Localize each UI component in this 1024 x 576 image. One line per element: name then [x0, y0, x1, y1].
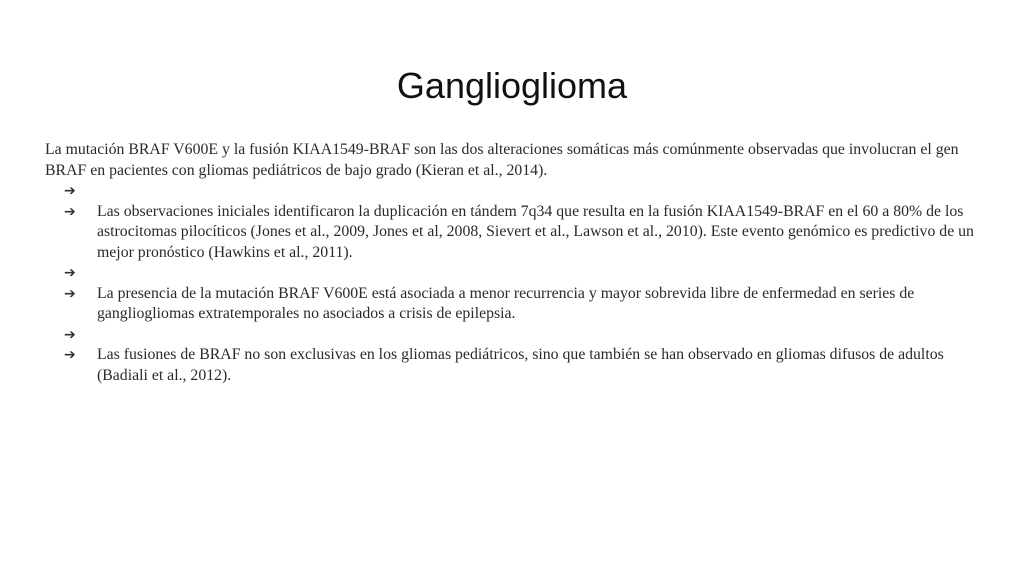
bullet-item — [45, 284, 980, 325]
arrow-bullet-icon: ➔ — [64, 285, 76, 302]
arrow-bullet-icon: ➔ — [64, 326, 76, 343]
bullet-text: Las observaciones iniciales identificaron la duplicación en tándem 7q34 que resulta en la fusión KIAA1549-BRAF en el 60 a 80% de los astrocitomas pilocíticos (Jones et al., 2009, Jones et al, 2008, Sievert et al., Lawson et al., 2010). Este evento genómico es predictivo de un mejor pronóstico (Hawkins et al., 2011). — [97, 202, 974, 261]
bullet-item — [45, 345, 980, 386]
bullet-text: Las fusiones de BRAF no son exclusivas en los gliomas pediátricos, sino que también se han observado en gliomas difusos de adultos (Badiali et al., 2012). — [97, 346, 944, 384]
bullet-text: La presencia de la mutación BRAF V600E está asociada a menor recurrencia y mayor sobrevida libre de enfermedad en series de gangliogliomas extratemporales no asociados a crisis de epilepsia. — [97, 284, 915, 322]
arrow-bullet-icon: ➔ — [64, 203, 76, 220]
slide-title: Ganglioglioma — [396, 65, 628, 106]
intro-paragraph: La mutación BRAF V600E y la fusión KIAA1549-BRAF son las dos alteraciones somáticas más comúnmente observadas que involucran el gen BRAF en pacientes con gliomas pediátricos de bajo grado (Kieran et al., 2014). — [45, 141, 959, 179]
arrow-bullet-icon: ➔ — [64, 347, 76, 363]
arrow-bullet-icon: ➔ — [64, 265, 76, 281]
bullet-item — [45, 181, 980, 202]
bullet-item — [45, 263, 980, 284]
bullet-item — [45, 202, 980, 264]
bullet-list — [45, 181, 980, 386]
bullet-item — [45, 325, 980, 346]
arrow-bullet-icon: ➔ — [64, 183, 76, 199]
slide-body — [45, 140, 980, 386]
